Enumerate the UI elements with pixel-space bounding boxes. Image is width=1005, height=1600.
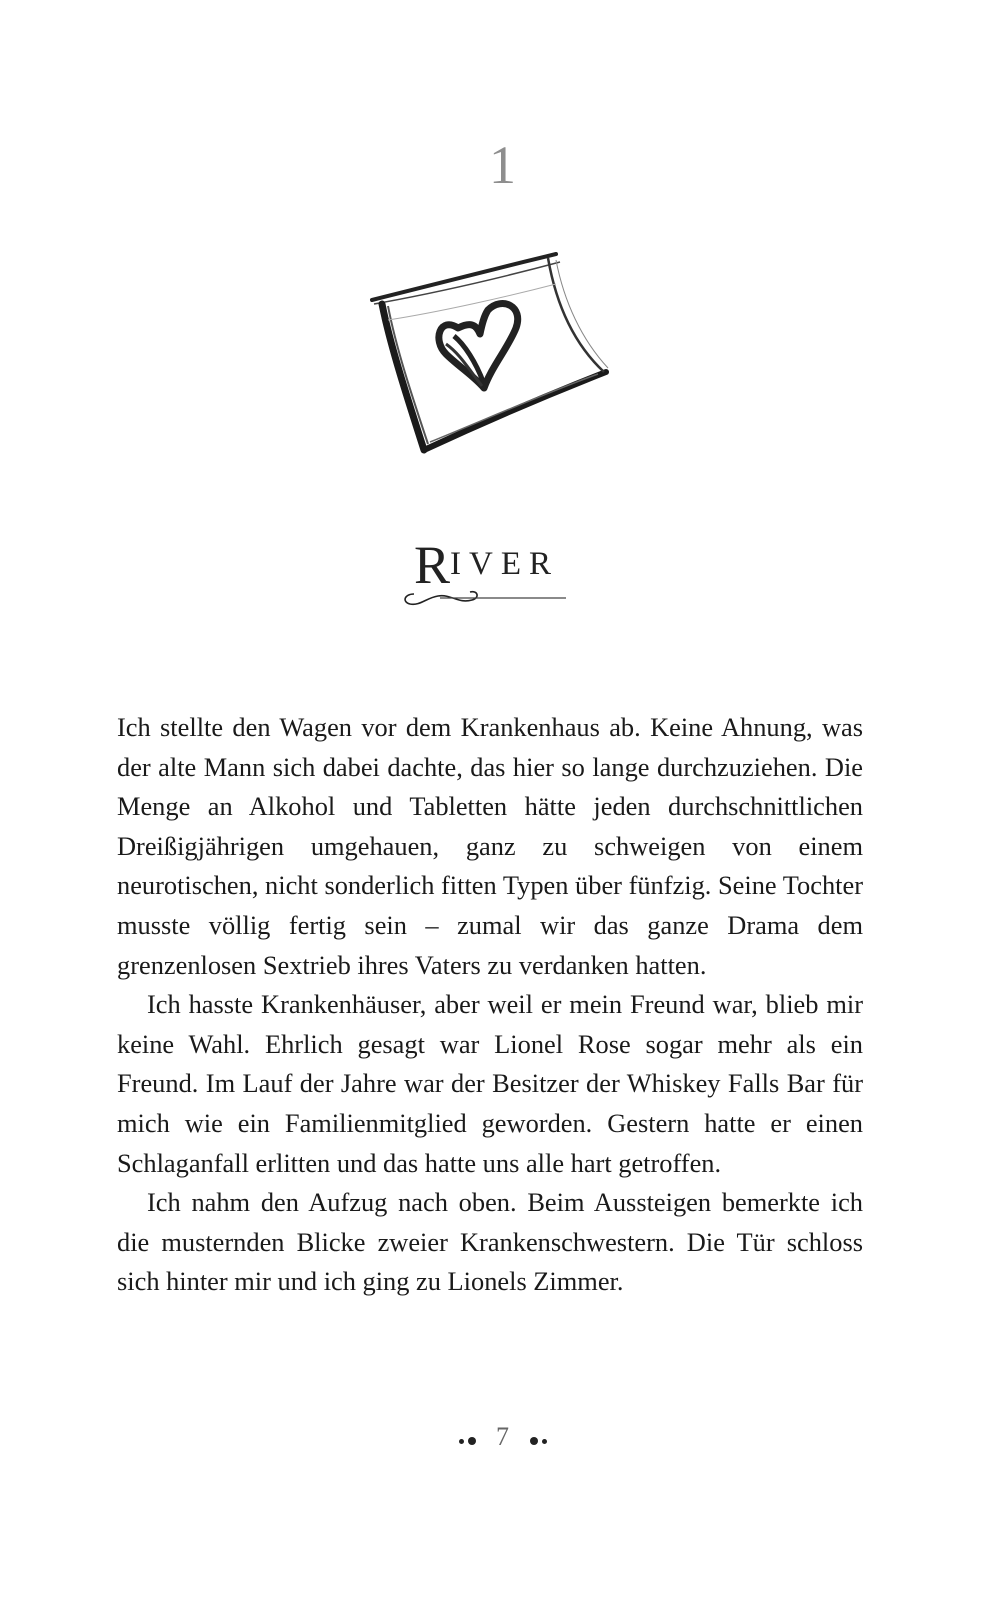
paragraph-1: Ich stellte den Wagen vor dem Krankenhaus ab. Keine Ahnung, was der alte Mann sich dabei dachte, das hier so lange durchzuziehen. Die Menge an Alkohol und Tabletten hätte jeden durchschnittlichen Dreißigjährigen umgehauen, ganz zu schweigen von einem neurotischen, nicht sonderlich fitten Typen über fünfzig. Seine Tochter musste völlig fertig sein – zumal wir das ganze Drama dem grenzenlosen Sextrieb ihres Vaters zu verdanken hatten. [117,712,863,980]
left-dots-ornament [459,1426,476,1452]
paragraph-3: Ich nahm den Aufzug nach oben. Beim Aussteigen bemerkte ich die musternden Blicke zweier Krankenschwestern. Die Tür schloss sich hinter mir und ich ging zu Lionels Zimmer. [117,1187,863,1297]
pov-initial: R [414,535,451,595]
chapter-number: 1 [489,135,516,195]
paragraph-2: Ich hasste Krankenhäuser, aber weil er mein Freund war, blieb mir keine Wahl. Ehrlich gesagt war Lionel Rose sogar mehr als ein Freund. Im Lauf der Jahre war der Besitzer der Whiskey Falls Bar für mich wie ein Familienmitglied geworden. Gestern hatte er einen Schlaganfall erlitten und das hatte uns alle hart getroffen. [117,989,863,1178]
right-dots-ornament [530,1426,547,1452]
page-number: 7 [496,1422,509,1451]
page-footer [0,1424,1005,1452]
flourish-icon [400,564,590,608]
sticky-note-heart-icon [360,244,620,464]
pov-name: IVER [450,546,559,582]
chapter-body [117,708,863,1302]
pov-heading [400,535,590,608]
